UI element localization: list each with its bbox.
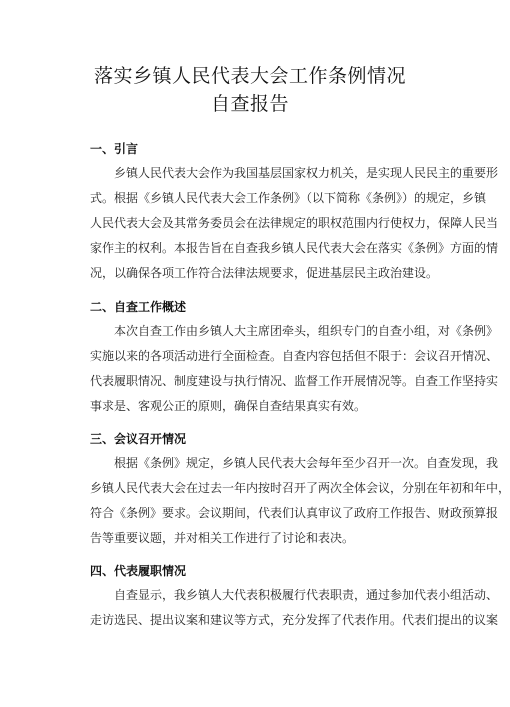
paragraph-line: 况，以确保各项工作符合法律法规要求，促进基层民主政治建设。	[90, 266, 439, 280]
paragraph-line: 走访选民、提出议案和建议等方式，充分发挥了代表作用。代表们提出的议案	[90, 613, 499, 627]
section-paragraph-introduction	[90, 161, 499, 286]
section-heading-meetings: 三、会议召开情况	[90, 432, 187, 446]
paragraph-line: 根据《条例》规定，乡镇人民代表大会每年至少召开一次。自查发现，我	[90, 456, 499, 470]
paragraph-line: 代表履职情况、制度建设与执行情况、监督工作开展情况等。自查工作坚持实	[90, 374, 499, 388]
paragraph-line: 事求是、客观公正的原则，确保自查结果真实有效。	[90, 399, 367, 413]
paragraph-line: 家作主的权利。本报告旨在自查我乡镇人民代表大会在落实《条例》方面的情	[90, 241, 499, 255]
paragraph-line: 人民代表大会及其常务委员会在法律规定的职权范围内行使权力，保障人民当	[90, 216, 499, 230]
document-title-line-1: 落实乡镇人民代表大会工作条例情况	[93, 65, 406, 87]
section-heading-overview: 二、自查工作概述	[90, 300, 187, 314]
section-paragraph-deputies	[90, 583, 499, 633]
document-title-line-2: 自查报告	[210, 93, 289, 115]
paragraph-line: 乡镇人民代表大会作为我国基层国家权力机关，是实现人民民主的重要形	[90, 166, 499, 180]
paragraph-line: 告等重要议题，并对相关工作进行了讨论和表决。	[90, 531, 355, 545]
paragraph-line: 自查显示，我乡镇人大代表积极履行代表职责，通过参加代表小组活动、	[90, 588, 499, 602]
paragraph-line: 式。根据《乡镇人民代表大会工作条例》（以下简称《条例》）的规定，乡镇	[90, 191, 487, 205]
paragraph-line: 符合《条例》要求。会议期间，代表们认真审议了政府工作报告、财政预算报	[90, 506, 499, 520]
section-heading-deputies: 四、代表履职情况	[90, 564, 187, 578]
paragraph-line: 实施以来的各项活动进行全面检查。自查内容包括但不限于：会议召开情况、	[90, 349, 499, 363]
section-paragraph-overview	[90, 319, 499, 419]
paragraph-line: 本次自查工作由乡镇人大主席团牵头，组织专门的自查小组，对《条例》	[90, 324, 499, 338]
section-heading-introduction: 一、引言	[90, 142, 139, 156]
section-paragraph-meetings	[90, 451, 510, 551]
paragraph-line: 乡镇人民代表大会在过去一年内按时召开了两次全体会议，分别在年初和年中，	[90, 481, 510, 495]
